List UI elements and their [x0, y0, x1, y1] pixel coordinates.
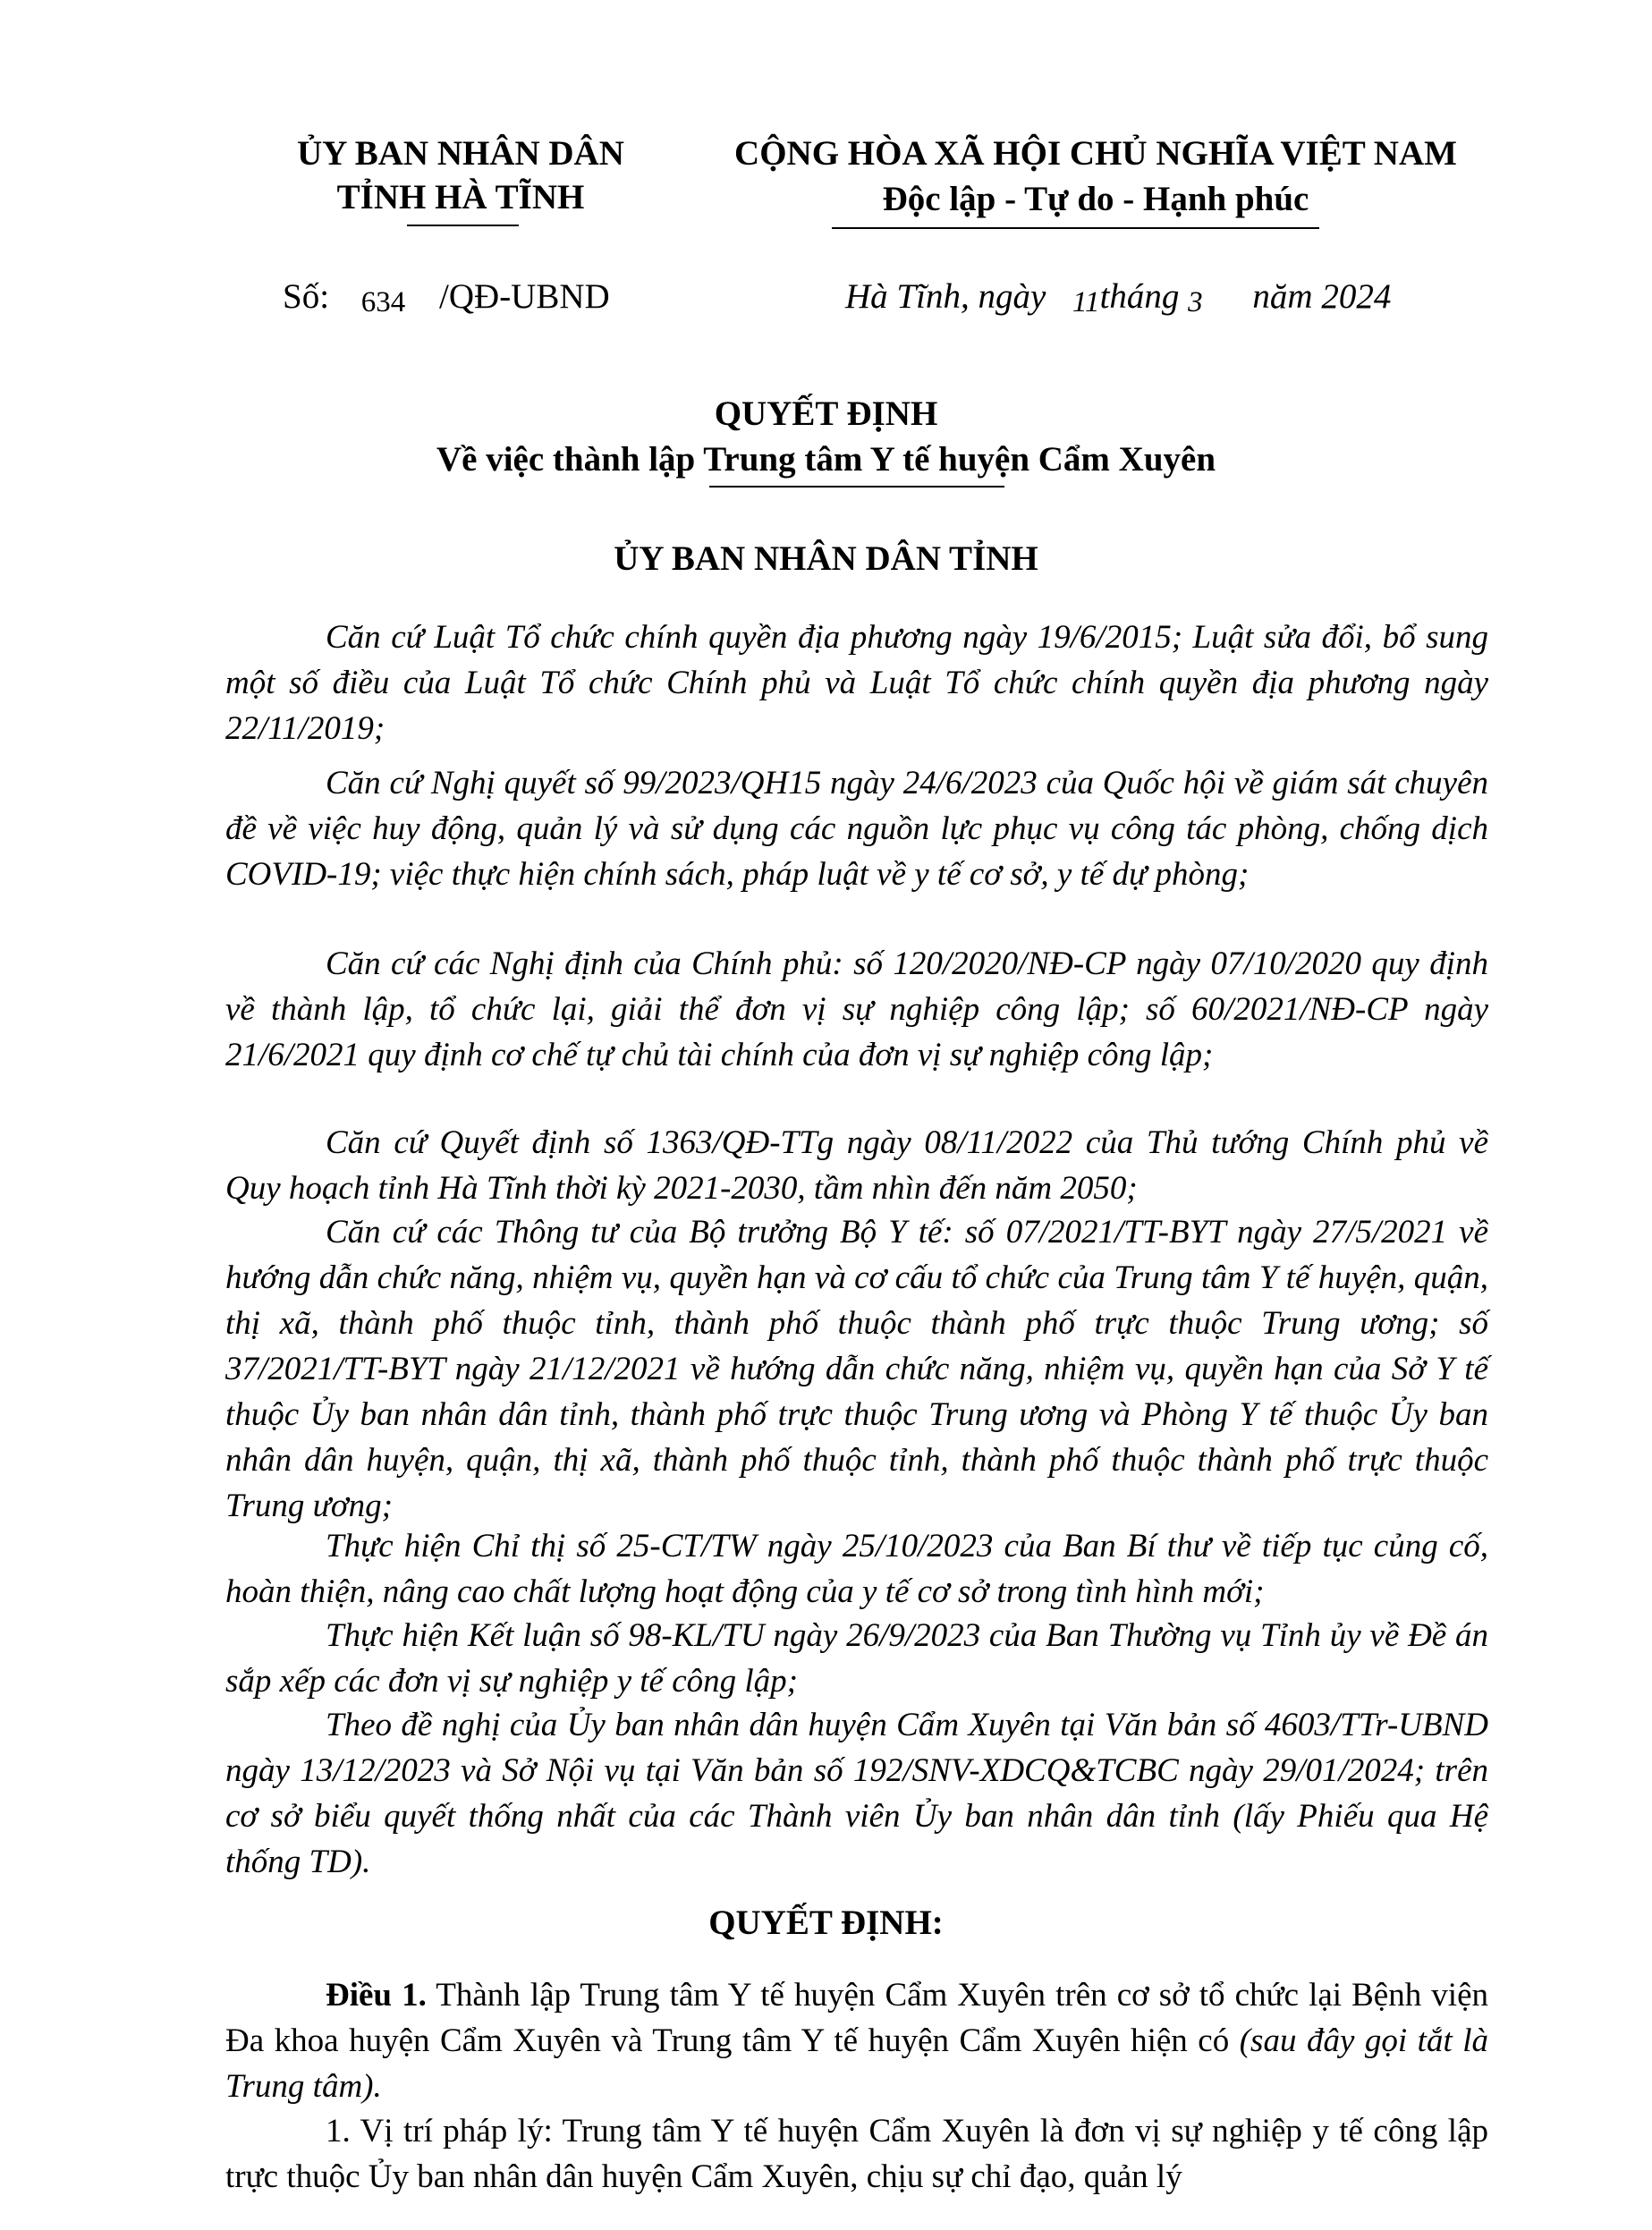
date-year: năm 2024 [1252, 277, 1392, 316]
preamble-paragraph: Căn cứ Quyết định số 1363/QĐ-TTg ngày 08/11/2022 của Thủ tướng Chính phủ về Quy hoạch tỉnh Hà Tĩnh thời kỳ 2021-2030, tầm nhìn đến năm 2050; [225, 1124, 1488, 1207]
article-1-note: (sau đây gọi tắt là Trung tâm). [225, 2022, 1489, 2105]
date-day: 11 [1072, 286, 1100, 318]
preamble-paragraph: Thực hiện Chỉ thị số 25-CT/TW ngày 25/10/2023 của Ban Bí thư về tiếp tục củng cố, hoàn thiện, nâng cao chất lượng hoạt động của y tế cơ sở trong tình hình mới; [225, 1528, 1488, 1610]
date-month: 3 [1188, 286, 1203, 318]
decides-heading: QUYẾT ĐỊNH: [708, 1904, 944, 1942]
national-title: CỘNG HÒA XÃ HỘI CHỦ NGHĨA VIỆT NAM [734, 134, 1457, 173]
article-1-text: Thành lập Trung tâm Y tế huyện Cẩm Xuyên trên cơ sở tổ chức lại Bệnh viện Đa khoa huyện Cẩm Xuyên và Trung tâm Y tế huyện Cẩm Xuyên hiện có [225, 1977, 1488, 2059]
issuer-underline [407, 225, 519, 226]
document-title: QUYẾT ĐỊNH [714, 394, 938, 433]
national-motto: Độc lập - Tự do - Hạnh phúc [882, 180, 1309, 218]
article-1-label: Điều 1. [326, 1977, 427, 2014]
number-prefix: Số: [283, 277, 330, 316]
subject-underline [709, 486, 1004, 488]
date-month-label: tháng [1099, 277, 1180, 316]
clause-1: 1. Vị trí pháp lý: Trung tâm Y tế huyện Cẩm Xuyên là đơn vị sự nghiệp y tế công lập trực thuộc Ủy ban nhân dân huyện Cẩm Xuyên, chịu sự chỉ đạo, quản lý [225, 2113, 1488, 2195]
preamble-paragraph: Theo đề nghị của Ủy ban nhân dân huyện Cẩm Xuyên tại Văn bản số 4603/TTr-UBND ngày 13/12/2023 và Sở Nội vụ tại Văn bản số 192/SNV-XDCQ&TCBC ngày 29/01/2024; trên cơ sở biểu quyết thống nhất của các Thành viên Ủy ban nhân dân tỉnh (lấy Phiếu qua Hệ thống TD). [225, 1707, 1488, 1880]
preamble-paragraph: Thực hiện Kết luận số 98-KL/TU ngày 26/9/2023 của Ban Thường vụ Tỉnh ủy về Đề án sắp xếp các đơn vị sự nghiệp y tế công lập; [225, 1617, 1488, 1700]
article-1 [225, 1972, 1488, 2109]
issuer-province: TỈNH HÀ TĨNH [336, 178, 585, 216]
motto-underline [832, 227, 1319, 229]
date-prefix: Hà Tĩnh, ngày [845, 277, 1046, 316]
issuer-name: ỦY BAN NHÂN DÂN [297, 134, 624, 173]
number-suffix: /QĐ-UBND [439, 277, 610, 316]
document-number [283, 275, 610, 321]
preamble-paragraph: Căn cứ các Thông tư của Bộ trưởng Bộ Y tế: số 07/2021/TT-BYT ngày 27/5/2021 về hướng dẫn chức năng, nhiệm vụ, quyền hạn và cơ cấu tổ chức của Trung tâm Y tế huyện, quận, thị xã, thành phố thuộc tỉnh, thành phố thuộc thành phố trực thuộc Trung ương; số 37/2021/TT-BYT ngày 21/12/2021 về hướng dẫn chức năng, nhiệm vụ, quyền hạn của Sở Y tế thuộc Ủy ban nhân dân tỉnh, thành phố trực thuộc Trung ương và Phòng Y tế thuộc Ủy ban nhân dân huyện, quận, thị xã, thành phố thuộc tỉnh, thành phố thuộc thành phố trực thuộc Trung ương; [225, 1214, 1488, 1524]
preamble-paragraph: Căn cứ Nghị quyết số 99/2023/QH15 ngày 24/6/2023 của Quốc hội về giám sát chuyên đề về việc huy động, quản lý và sử dụng các nguồn lực phục vụ công tác phòng, chống dịch COVID-19; việc thực hiện chính sách, pháp luật về y tế cơ sở, y tế dự phòng; [225, 765, 1488, 893]
preamble-paragraph: Căn cứ các Nghị định của Chính phủ: số 120/2020/NĐ-CP ngày 07/10/2020 quy định về thành lập, tổ chức lại, giải thể đơn vị sự nghiệp công lập; số 60/2021/NĐ-CP ngày 21/6/2021 quy định cơ chế tự chủ tài chính của đơn vị sự nghiệp công lập; [225, 945, 1488, 1073]
number-value: 634 [360, 286, 406, 318]
document-date [845, 275, 1392, 321]
document-subject: Về việc thành lập Trung tâm Y tế huyện Cẩm Xuyên [436, 440, 1216, 479]
preamble-paragraph: Căn cứ Luật Tổ chức chính quyền địa phương ngày 19/6/2015; Luật sửa đổi, bổ sung một số điều của Luật Tổ chức Chính phủ và Luật Tổ chức chính quyền địa phương ngày 22/11/2019; [225, 619, 1488, 747]
authority-heading: ỦY BAN NHÂN DÂN TỈNH [614, 539, 1038, 578]
